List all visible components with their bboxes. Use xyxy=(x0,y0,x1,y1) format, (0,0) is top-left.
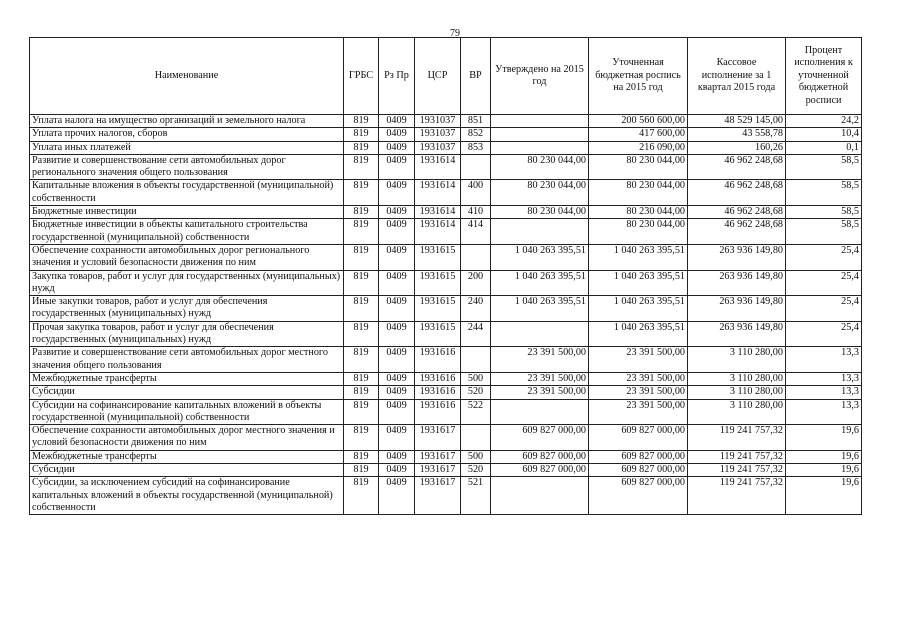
cell-csr: 1931614 xyxy=(415,219,461,245)
cell-approved xyxy=(491,321,589,347)
cell-percent: 13,3 xyxy=(786,347,862,373)
cell-grbs: 819 xyxy=(344,477,379,515)
cell-cash: 119 241 757,32 xyxy=(688,450,786,463)
cell-grbs: 819 xyxy=(344,180,379,206)
table-row xyxy=(30,115,862,128)
cell-cash: 263 936 149,80 xyxy=(688,270,786,296)
cell-percent: 25,4 xyxy=(786,321,862,347)
cell-refined: 200 560 600,00 xyxy=(589,115,688,128)
cell-name: Субсидии xyxy=(30,464,344,477)
cell-refined: 609 827 000,00 xyxy=(589,464,688,477)
cell-cash: 160,26 xyxy=(688,141,786,154)
cell-vr: 521 xyxy=(461,477,491,515)
cell-percent: 0,1 xyxy=(786,141,862,154)
cell-approved: 23 391 500,00 xyxy=(491,372,589,385)
table-row xyxy=(30,296,862,322)
cell-name: Субсидии, за исключением субсидий на софинансирование капитальных вложений в объекты государственной (муниципальной) собственности xyxy=(30,477,344,515)
cell-grbs: 819 xyxy=(344,128,379,141)
cell-refined: 609 827 000,00 xyxy=(589,450,688,463)
cell-percent: 19,6 xyxy=(786,464,862,477)
cell-cash: 46 962 248,68 xyxy=(688,206,786,219)
cell-percent: 13,3 xyxy=(786,399,862,425)
table-row xyxy=(30,244,862,270)
cell-name: Развитие и совершенствование сети автомобильных дорог местного значения общего пользования xyxy=(30,347,344,373)
cell-rzpr: 0409 xyxy=(379,450,415,463)
cell-vr: 400 xyxy=(461,180,491,206)
cell-vr xyxy=(461,244,491,270)
cell-rzpr: 0409 xyxy=(379,244,415,270)
cell-rzpr: 0409 xyxy=(379,477,415,515)
cell-cash: 3 110 280,00 xyxy=(688,347,786,373)
cell-grbs: 819 xyxy=(344,372,379,385)
cell-csr: 1931616 xyxy=(415,347,461,373)
cell-approved xyxy=(491,219,589,245)
cell-refined: 80 230 044,00 xyxy=(589,180,688,206)
cell-name: Субсидии на софинансирование капитальных вложений в объекты государственной (муниципальной) собственности xyxy=(30,399,344,425)
cell-csr: 1931617 xyxy=(415,477,461,515)
cell-cash: 43 558,78 xyxy=(688,128,786,141)
cell-vr: 853 xyxy=(461,141,491,154)
cell-refined: 1 040 263 395,51 xyxy=(589,321,688,347)
cell-vr: 240 xyxy=(461,296,491,322)
cell-refined: 1 040 263 395,51 xyxy=(589,296,688,322)
cell-refined: 80 230 044,00 xyxy=(589,154,688,180)
table-row xyxy=(30,270,862,296)
cell-rzpr: 0409 xyxy=(379,115,415,128)
cell-vr xyxy=(461,425,491,451)
cell-cash: 263 936 149,80 xyxy=(688,321,786,347)
cell-csr: 1931617 xyxy=(415,450,461,463)
cell-cash: 263 936 149,80 xyxy=(688,296,786,322)
cell-grbs: 819 xyxy=(344,321,379,347)
cell-name: Межбюджетные трансферты xyxy=(30,450,344,463)
cell-percent: 13,3 xyxy=(786,386,862,399)
cell-csr: 1931614 xyxy=(415,154,461,180)
cell-approved: 609 827 000,00 xyxy=(491,464,589,477)
cell-cash: 119 241 757,32 xyxy=(688,425,786,451)
cell-cash: 46 962 248,68 xyxy=(688,219,786,245)
cell-name: Развитие и совершенствование сети автомобильных дорог регионального значения общего пользования xyxy=(30,154,344,180)
page-number: 79 xyxy=(450,28,460,39)
table-row xyxy=(30,450,862,463)
cell-approved xyxy=(491,115,589,128)
table-row xyxy=(30,321,862,347)
cell-csr: 1931616 xyxy=(415,372,461,385)
cell-percent: 24,2 xyxy=(786,115,862,128)
cell-percent: 19,6 xyxy=(786,450,862,463)
cell-vr: 520 xyxy=(461,386,491,399)
header-refined: Уточненная бюджетная роспись на 2015 год xyxy=(589,38,688,115)
header-rzpr: Рз Пр xyxy=(379,38,415,115)
cell-grbs: 819 xyxy=(344,464,379,477)
cell-approved xyxy=(491,141,589,154)
cell-refined: 80 230 044,00 xyxy=(589,206,688,219)
cell-percent: 25,4 xyxy=(786,296,862,322)
cell-approved: 80 230 044,00 xyxy=(491,206,589,219)
cell-percent: 58,5 xyxy=(786,219,862,245)
cell-rzpr: 0409 xyxy=(379,464,415,477)
cell-approved xyxy=(491,128,589,141)
cell-vr: 500 xyxy=(461,372,491,385)
cell-grbs: 819 xyxy=(344,450,379,463)
cell-name: Бюджетные инвестиции в объекты капитального строительства государственной (муниципальной) собственности xyxy=(30,219,344,245)
table-row xyxy=(30,128,862,141)
table-row xyxy=(30,206,862,219)
cell-csr: 1931615 xyxy=(415,296,461,322)
cell-name: Закупка товаров, работ и услуг для государственных (муниципальных) нужд xyxy=(30,270,344,296)
cell-vr xyxy=(461,347,491,373)
cell-refined: 216 090,00 xyxy=(589,141,688,154)
cell-rzpr: 0409 xyxy=(379,206,415,219)
cell-percent: 58,5 xyxy=(786,154,862,180)
cell-percent: 58,5 xyxy=(786,180,862,206)
cell-refined: 23 391 500,00 xyxy=(589,347,688,373)
cell-cash: 119 241 757,32 xyxy=(688,477,786,515)
table-row xyxy=(30,464,862,477)
cell-approved: 609 827 000,00 xyxy=(491,425,589,451)
cell-vr: 414 xyxy=(461,219,491,245)
cell-csr: 1931614 xyxy=(415,206,461,219)
cell-csr: 1931037 xyxy=(415,141,461,154)
cell-vr: 851 xyxy=(461,115,491,128)
cell-grbs: 819 xyxy=(344,141,379,154)
cell-cash: 48 529 145,00 xyxy=(688,115,786,128)
cell-rzpr: 0409 xyxy=(379,425,415,451)
cell-approved: 1 040 263 395,51 xyxy=(491,244,589,270)
cell-grbs: 819 xyxy=(344,206,379,219)
cell-rzpr: 0409 xyxy=(379,347,415,373)
cell-grbs: 819 xyxy=(344,270,379,296)
table-row xyxy=(30,180,862,206)
cell-refined: 609 827 000,00 xyxy=(589,425,688,451)
cell-percent: 13,3 xyxy=(786,372,862,385)
header-vr: ВР xyxy=(461,38,491,115)
cell-refined: 1 040 263 395,51 xyxy=(589,270,688,296)
cell-percent: 19,6 xyxy=(786,477,862,515)
cell-csr: 1931617 xyxy=(415,464,461,477)
cell-refined: 609 827 000,00 xyxy=(589,477,688,515)
cell-csr: 1931616 xyxy=(415,399,461,425)
cell-vr: 410 xyxy=(461,206,491,219)
table-row xyxy=(30,399,862,425)
cell-grbs: 819 xyxy=(344,115,379,128)
cell-vr: 200 xyxy=(461,270,491,296)
cell-csr: 1931615 xyxy=(415,321,461,347)
cell-name: Субсидии xyxy=(30,386,344,399)
cell-vr: 522 xyxy=(461,399,491,425)
budget-execution-table xyxy=(29,37,862,515)
cell-approved xyxy=(491,399,589,425)
cell-cash: 3 110 280,00 xyxy=(688,372,786,385)
cell-name: Обеспечение сохранности автомобильных дорог регионального значения и условий безопасности движения по ним xyxy=(30,244,344,270)
cell-grbs: 819 xyxy=(344,296,379,322)
cell-csr: 1931615 xyxy=(415,270,461,296)
cell-rzpr: 0409 xyxy=(379,372,415,385)
cell-csr: 1931615 xyxy=(415,244,461,270)
header-cash: Кассовое исполнение за 1 квартал 2015 года xyxy=(688,38,786,115)
cell-vr: 244 xyxy=(461,321,491,347)
table-header-row xyxy=(30,38,862,115)
cell-csr: 1931616 xyxy=(415,386,461,399)
cell-percent: 58,5 xyxy=(786,206,862,219)
cell-refined: 417 600,00 xyxy=(589,128,688,141)
cell-cash: 119 241 757,32 xyxy=(688,464,786,477)
cell-rzpr: 0409 xyxy=(379,141,415,154)
cell-cash: 46 962 248,68 xyxy=(688,154,786,180)
cell-grbs: 819 xyxy=(344,219,379,245)
cell-name: Обеспечение сохранности автомобильных дорог местного значения и условий безопасности движения по ним xyxy=(30,425,344,451)
cell-grbs: 819 xyxy=(344,425,379,451)
header-csr: ЦСР xyxy=(415,38,461,115)
header-name: Наименование xyxy=(30,38,344,115)
cell-approved: 23 391 500,00 xyxy=(491,347,589,373)
cell-grbs: 819 xyxy=(344,347,379,373)
cell-cash: 3 110 280,00 xyxy=(688,386,786,399)
cell-refined: 23 391 500,00 xyxy=(589,386,688,399)
header-grbs: ГРБС xyxy=(344,38,379,115)
cell-refined: 80 230 044,00 xyxy=(589,219,688,245)
cell-rzpr: 0409 xyxy=(379,128,415,141)
cell-csr: 1931617 xyxy=(415,425,461,451)
cell-name: Уплата прочих налогов, сборов xyxy=(30,128,344,141)
cell-name: Иные закупки товаров, работ и услуг для обеспечения государственных (муниципальных) нужд xyxy=(30,296,344,322)
cell-name: Уплата налога на имущество организаций и земельного налога xyxy=(30,115,344,128)
table-row xyxy=(30,425,862,451)
table-row xyxy=(30,477,862,515)
cell-grbs: 819 xyxy=(344,386,379,399)
cell-name: Уплата иных платежей xyxy=(30,141,344,154)
cell-cash: 46 962 248,68 xyxy=(688,180,786,206)
table-row xyxy=(30,219,862,245)
cell-vr: 852 xyxy=(461,128,491,141)
cell-vr: 520 xyxy=(461,464,491,477)
cell-csr: 1931037 xyxy=(415,128,461,141)
cell-percent: 19,6 xyxy=(786,425,862,451)
cell-name: Капитальные вложения в объекты государственной (муниципальной) собственности xyxy=(30,180,344,206)
table-row xyxy=(30,347,862,373)
cell-percent: 10,4 xyxy=(786,128,862,141)
cell-grbs: 819 xyxy=(344,244,379,270)
cell-approved: 1 040 263 395,51 xyxy=(491,296,589,322)
cell-refined: 1 040 263 395,51 xyxy=(589,244,688,270)
cell-refined: 23 391 500,00 xyxy=(589,372,688,385)
cell-csr: 1931037 xyxy=(415,115,461,128)
cell-rzpr: 0409 xyxy=(379,399,415,425)
cell-name: Межбюджетные трансферты xyxy=(30,372,344,385)
table-row xyxy=(30,154,862,180)
cell-approved: 23 391 500,00 xyxy=(491,386,589,399)
cell-approved: 1 040 263 395,51 xyxy=(491,270,589,296)
cell-vr: 500 xyxy=(461,450,491,463)
cell-rzpr: 0409 xyxy=(379,296,415,322)
header-approved: Утверждено на 2015 год xyxy=(491,38,589,115)
table-row xyxy=(30,386,862,399)
cell-percent: 25,4 xyxy=(786,244,862,270)
cell-refined: 23 391 500,00 xyxy=(589,399,688,425)
cell-vr xyxy=(461,154,491,180)
cell-name: Прочая закупка товаров, работ и услуг для обеспечения государственных (муниципальных) нужд xyxy=(30,321,344,347)
cell-rzpr: 0409 xyxy=(379,386,415,399)
cell-percent: 25,4 xyxy=(786,270,862,296)
cell-rzpr: 0409 xyxy=(379,270,415,296)
cell-name: Бюджетные инвестиции xyxy=(30,206,344,219)
cell-rzpr: 0409 xyxy=(379,219,415,245)
cell-approved: 80 230 044,00 xyxy=(491,154,589,180)
header-percent: Процент исполнения к уточненной бюджетной росписи xyxy=(786,38,862,115)
cell-rzpr: 0409 xyxy=(379,321,415,347)
cell-grbs: 819 xyxy=(344,399,379,425)
table-row xyxy=(30,372,862,385)
cell-cash: 263 936 149,80 xyxy=(688,244,786,270)
cell-rzpr: 0409 xyxy=(379,180,415,206)
cell-csr: 1931614 xyxy=(415,180,461,206)
cell-grbs: 819 xyxy=(344,154,379,180)
cell-approved: 609 827 000,00 xyxy=(491,450,589,463)
cell-approved xyxy=(491,477,589,515)
table-row xyxy=(30,141,862,154)
cell-rzpr: 0409 xyxy=(379,154,415,180)
cell-cash: 3 110 280,00 xyxy=(688,399,786,425)
cell-approved: 80 230 044,00 xyxy=(491,180,589,206)
